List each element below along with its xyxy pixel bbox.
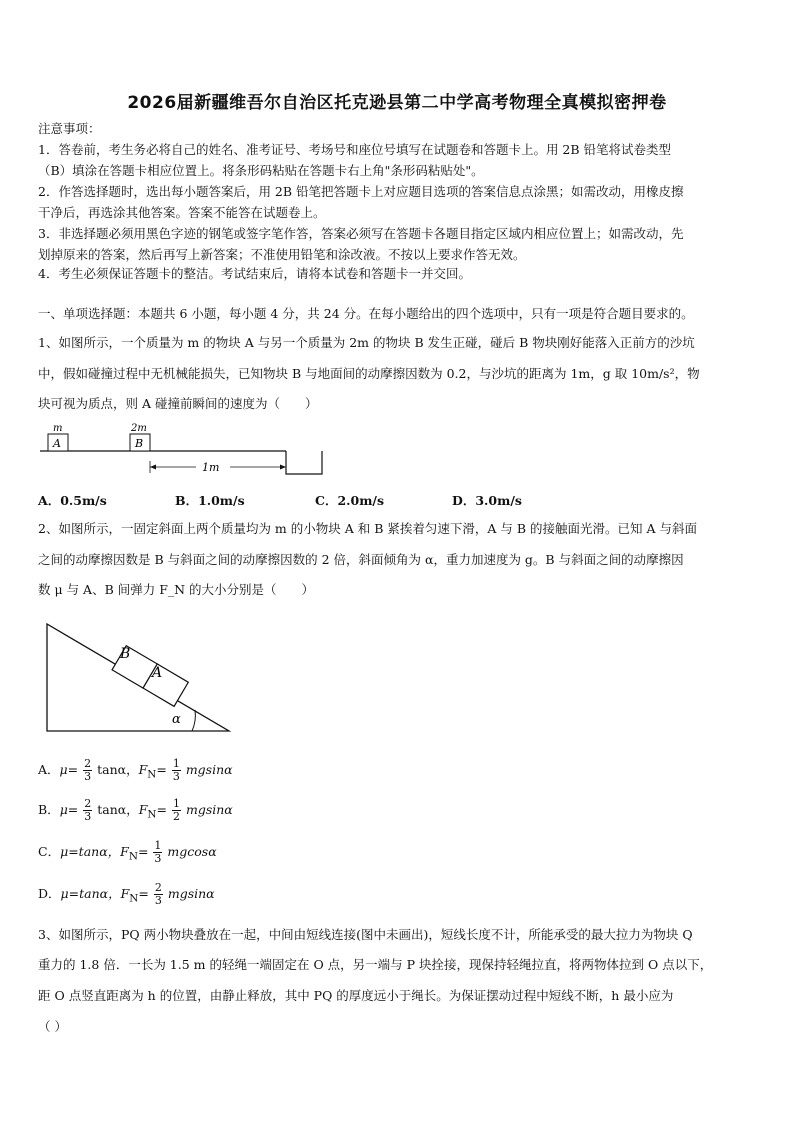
q2-stem: 之间的动摩擦因数是 B 与斜面之间的动摩擦因数的 2 倍，斜面倾角为 α，重力加速度为 g。B 与斜面之间的动摩擦因 — [38, 552, 684, 567]
q1-option-d[interactable]: D．3.0m/s — [452, 493, 522, 508]
q1-stem: 块可视为质点，则 A 碰撞前瞬间的速度为（ ） — [38, 396, 318, 411]
q1-option-a[interactable]: A．0.5m/s — [38, 493, 107, 508]
section-heading: 一、单项选择题：本题共 6 小题，每小题 4 分，共 24 分。在每小题给出的四个选项中，只有一项是符合题目要求的。 — [38, 306, 694, 321]
q3-stem: （ ） — [38, 1019, 67, 1034]
q1-option-c[interactable]: C．2.0m/s — [315, 493, 385, 508]
q2-choice-a[interactable]: A．μ= $\frac{2}{3}$ tanα，$F_N=$ $\frac{1}{3}$ mgsinα — [38, 757, 233, 783]
q1-figure — [38, 420, 338, 480]
notice-heading: 注意事项： — [38, 121, 101, 136]
q2-choice-b[interactable]: B．μ= $\frac{2}{3}$ tanα，$F_N=$ $\frac{1}{2}$ mgsinα — [38, 797, 233, 823]
fraction: $\frac{1}{2}$ — [173, 797, 180, 823]
notice-line: 干净后，再选涂其他答案。答案不能答在试题卷上。 — [38, 205, 326, 220]
notice-line: 3．非选择题必须用黑色字迹的钢笔或签字笔作答，答案必须写在答题卡各题目指定区域内相应位置上；如需改动，先 — [38, 226, 684, 241]
q2-stem: 数 μ 与 A、B 间弹力 F_N 的大小分别是（ ） — [38, 582, 315, 597]
fraction: $\frac{2}{3}$ — [154, 881, 162, 907]
fraction: $\frac{1}{3}$ — [172, 757, 180, 783]
fraction: $\frac{2}{3}$ — [84, 797, 92, 823]
notice-line: 划掉原来的答案，然后再写上新答案；不准使用铅笔和涂改液。不按以上要求作答无效。 — [38, 247, 526, 262]
block-b-label: B — [135, 437, 144, 450]
q1-option-b[interactable]: B．1.0m/s — [175, 493, 245, 508]
fraction: $\frac{2}{3}$ — [84, 757, 92, 783]
q1-stem: 中，假如碰撞过程中无机械能损失，已知物块 B 与地面间的动摩擦因数为 0.2，与沙坑的距离为 1m，g 取 10m/s²，物 — [38, 366, 700, 381]
q3-stem: 距 O 点竖直距离为 h 的位置，由静止释放，其中 PQ 的厚度远小于绳长。为保证摆动过程中短线不断，h 最小应为 — [38, 988, 674, 1003]
block-a-label: A — [152, 665, 163, 681]
angle-label: α — [172, 712, 181, 727]
fraction: $\frac{1}{3}$ — [154, 839, 162, 865]
block-a-label: A — [53, 437, 61, 450]
q2-figure — [44, 618, 239, 736]
block-b-mass: 2m — [131, 423, 147, 434]
q3-stem: 重力的 1.8 倍．一长为 1.5 m 的轻绳一端固定在 O 点，另一端与 P 块拴接，现保持轻绳拉直，将两物体拉到 O 点以下， — [38, 957, 713, 972]
block-a-mass: m — [53, 423, 63, 434]
block-b-label: B — [120, 646, 131, 662]
notice-line: （B）填涂在答题卡相应位置上。将条形码粘贴在答题卡右上角"条形码粘贴处"。 — [38, 163, 484, 178]
notice-line: 2．作答选择题时，选出每小题答案后，用 2B 铅笔把答题卡上对应题目选项的答案信息点涂黑；如需改动，用橡皮擦 — [38, 184, 684, 199]
notice-line: 4．考生必须保证答题卡的整洁。考试结束后，请将本试卷和答题卡一并交回。 — [38, 266, 471, 281]
exam-title: 2026届新疆维吾尔自治区托克逊县第二中学高考物理全真模拟密押卷 — [127, 93, 667, 113]
notice-line: 1．答卷前，考生务必将自己的姓名、准考证号、考场号和座位号填写在试题卷和答题卡上。用 2B 铅笔将试卷类型 — [38, 142, 672, 157]
distance-label: 1m — [202, 461, 220, 474]
q1-stem: 1、如图所示，一个质量为 m 的物块 A 与另一个质量为 2m 的物块 B 发生正碰，碰后 B 物块刚好能落入正前方的沙坑 — [38, 335, 695, 350]
q2-stem: 2、如图所示，一固定斜面上两个质量均为 m 的小物块 A 和 B 紧挨着匀速下滑，A 与 B 的接触面光滑。已知 A 与斜面 — [38, 521, 697, 536]
q2-choice-c[interactable]: C．μ=tanα，$F_N=$ $\frac{1}{3}$ mgcosα — [38, 839, 217, 865]
q3-stem: 3、如图所示，PQ 两小物块叠放在一起，中间由短线连接(图中未画出)，短线长度不计，所能承受的最大拉力为物块 Q — [38, 927, 693, 942]
q2-choice-d[interactable]: D．μ=tanα，$F_N=$ $\frac{2}{3}$ mgsinα — [38, 881, 215, 907]
